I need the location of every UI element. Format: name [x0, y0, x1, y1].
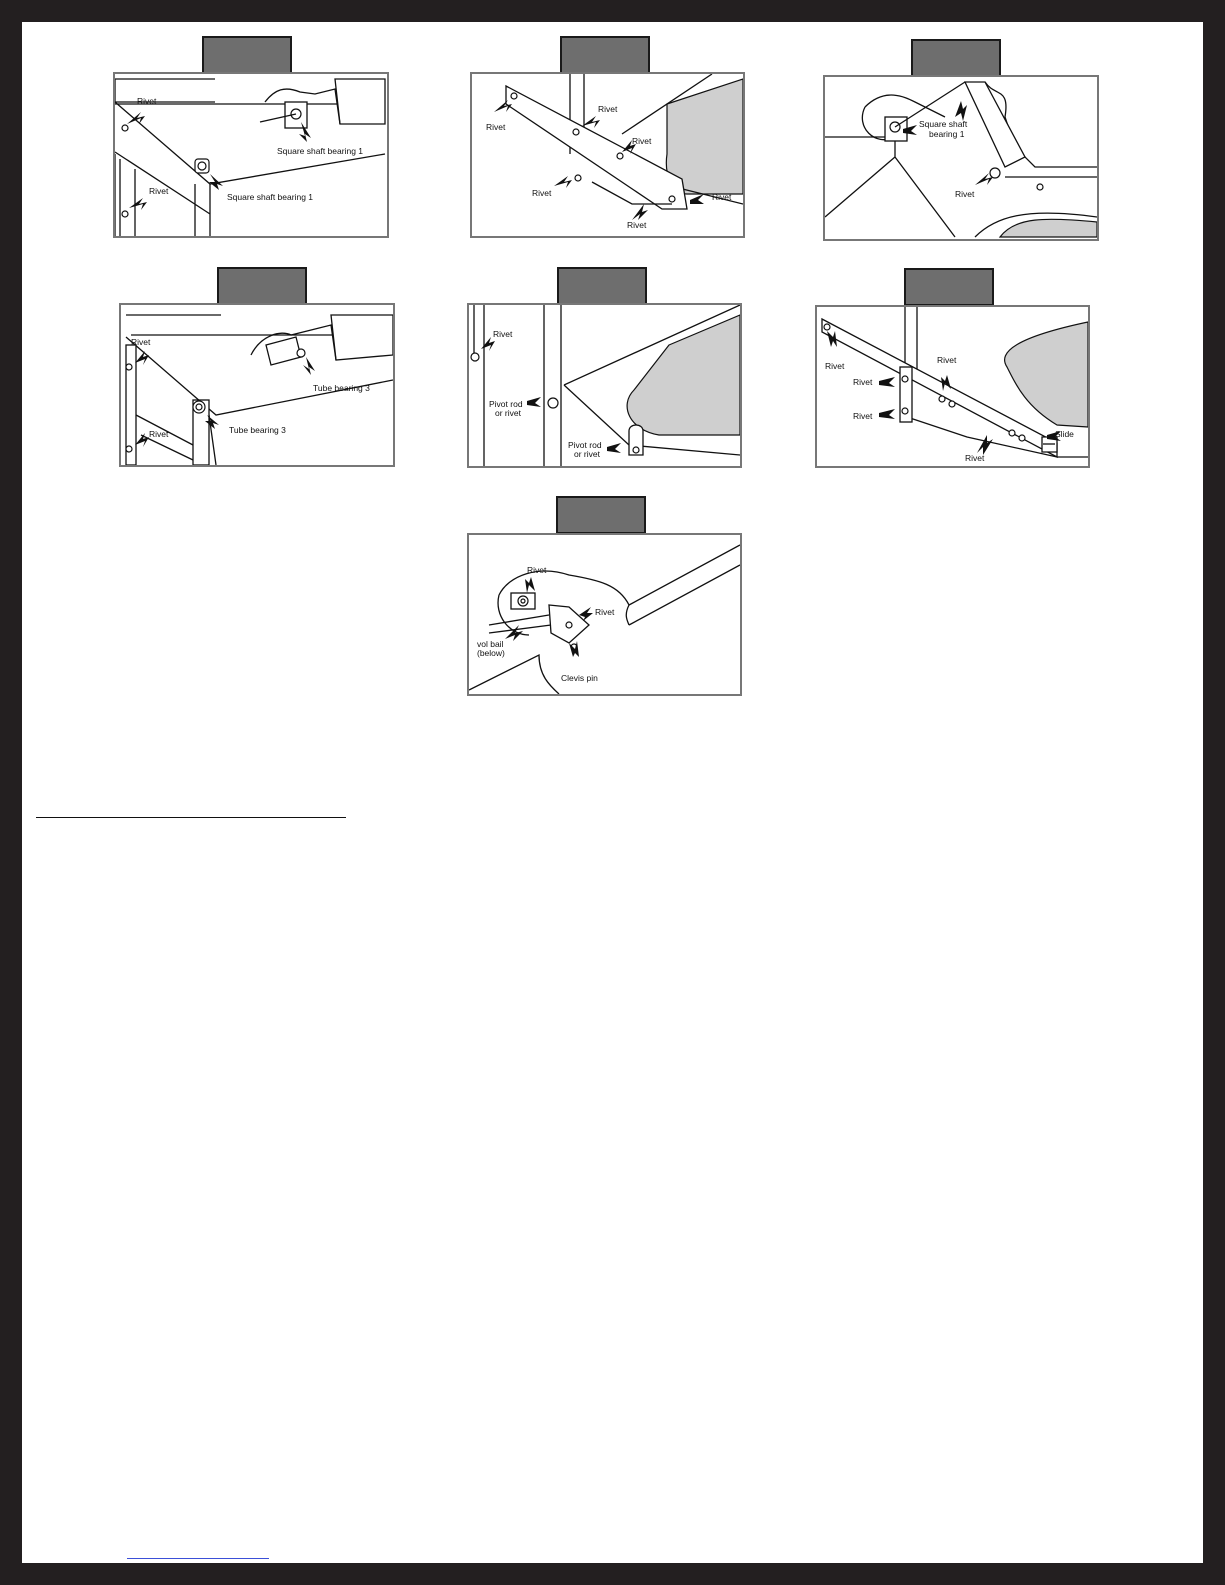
fig7-bail-line2: (below) [477, 648, 505, 658]
fig4-tube-top: Tube bearing 3 [313, 383, 370, 393]
fig5-rivet: Rivet [493, 329, 513, 339]
fig1-rivet-top-label: Rivet [137, 96, 157, 106]
fig2-rivet-d: Rivet [532, 188, 552, 198]
fig6-rivet-d: Rivet [937, 355, 957, 365]
fig1-bearing-bottom-label: Square shaft bearing 1 [227, 192, 314, 202]
fig7-rivet-a: Rivet [527, 565, 547, 575]
figure-4-tab [217, 267, 307, 305]
fig4-rivet-bottom: Rivet [149, 429, 169, 439]
fig7-rivet-b: Rivet [595, 607, 615, 617]
figure-4-illustration [119, 303, 395, 467]
fig7-clevis: Clevis pin [561, 673, 598, 683]
fig4-tube-bottom: Tube bearing 3 [229, 425, 286, 435]
fig3-bearing-line2: bearing 1 [929, 129, 965, 139]
figure-1-tab [202, 36, 292, 74]
figure-5-tab [557, 267, 647, 305]
fig6-rivet-b: Rivet [853, 377, 873, 387]
section-divider [36, 817, 346, 818]
fig2-rivet-b: Rivet [598, 104, 618, 114]
fig5-pivot-b-line2: or rivet [574, 449, 600, 459]
figure-7-illustration [467, 533, 742, 696]
fig2-rivet-f: Rivet [627, 220, 647, 230]
fig6-slide: Slide [1055, 429, 1074, 439]
fig6-rivet-e: Rivet [965, 453, 985, 463]
figure-7-tab [556, 496, 646, 534]
fig2-rivet-a: Rivet [486, 122, 506, 132]
figure-5-illustration [467, 303, 742, 468]
fig1-rivet-bottom-label: Rivet [149, 186, 169, 196]
footer-link-underline[interactable] [127, 1558, 269, 1559]
manual-page [22, 22, 1203, 1563]
fig6-rivet-a: Rivet [825, 361, 845, 371]
figure-6-tab [904, 268, 994, 306]
fig4-rivet-top: Rivet [131, 337, 151, 347]
fig5-pivot-a-line2: or rivet [495, 408, 521, 418]
figure-3-illustration [823, 75, 1099, 241]
fig3-rivet: Rivet [955, 189, 975, 199]
fig6-rivet-c: Rivet [853, 411, 873, 421]
fig2-rivet-e: Rivet [712, 192, 732, 202]
figure-6-illustration [815, 305, 1090, 468]
fig5-pivot-a-line1: Pivot rod [489, 399, 523, 409]
figure-3-tab [911, 39, 1001, 77]
fig1-bearing-top-label: Square shaft bearing 1 [277, 146, 364, 156]
fig2-rivet-c: Rivet [632, 136, 652, 146]
figure-1-illustration [113, 72, 389, 238]
fig3-bearing-line1: Square shaft [919, 119, 968, 129]
figure-2-illustration [470, 72, 745, 238]
fig7-bail-line1: vol bail [477, 639, 504, 649]
fig5-pivot-b-line1: Pivot rod [568, 440, 602, 450]
figure-2-tab [560, 36, 650, 74]
